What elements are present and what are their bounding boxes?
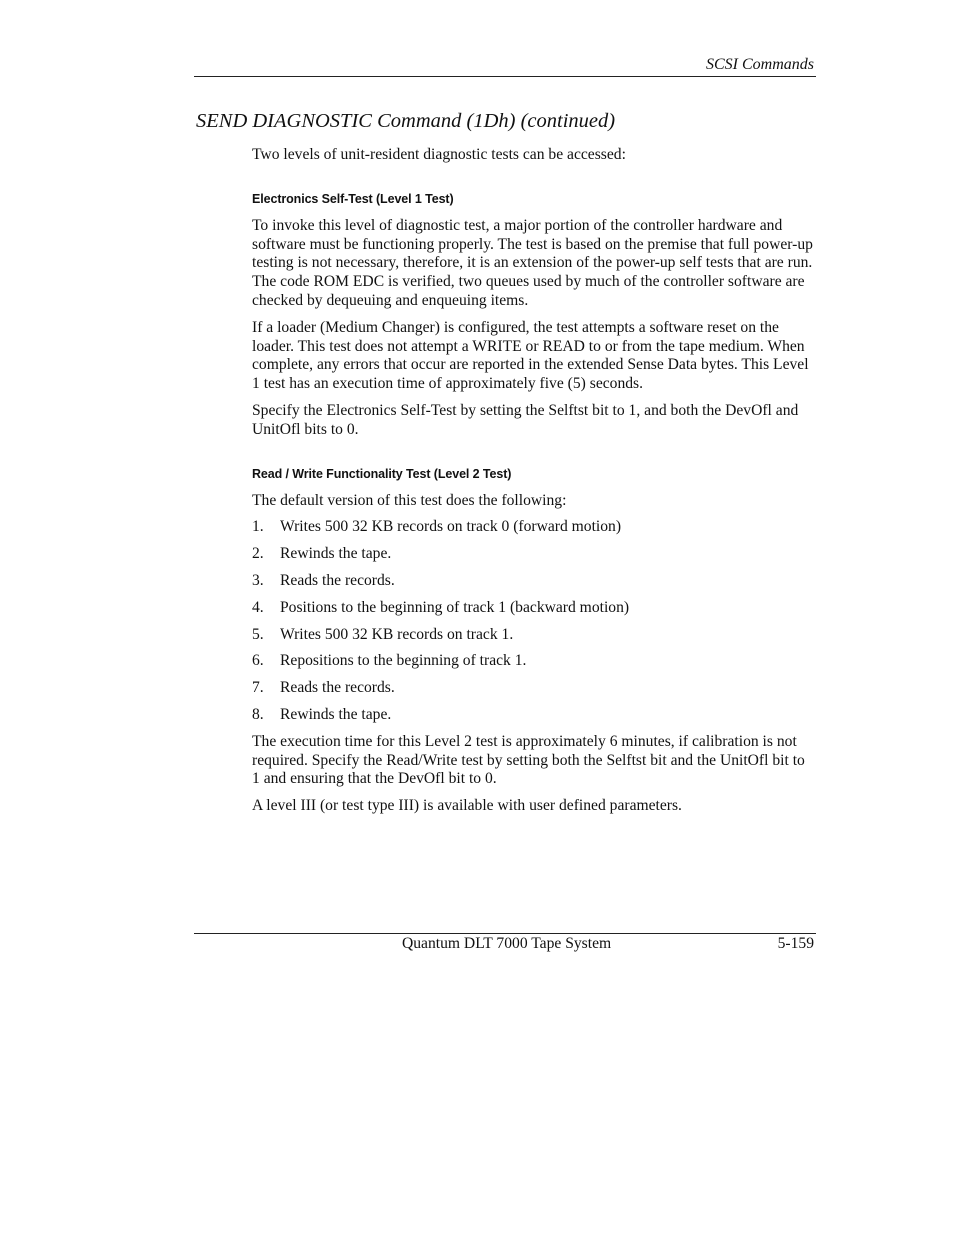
- step-number: 5.: [252, 625, 264, 643]
- level-2-section: [252, 466, 816, 816]
- level-1-paragraph: Specify the Electronics Self-Test by setting the Selftst bit to 1, and both the DevOfl and UnitOfl bits to 0.: [252, 401, 799, 438]
- steps-list: [252, 518, 816, 724]
- running-head: SCSI Commands: [705, 56, 814, 73]
- level-1-paragraph: If a loader (Medium Changer) is configured, the test attempts a software reset on the loader. This test does not attempt a WRITE or READ to or from the tape medium. When complete, any errors that occur are reported in the extended Sense Data bytes. This Level 1 test has an execution time of approximately five (5) seconds.: [252, 318, 809, 393]
- step-number: 6.: [252, 652, 264, 670]
- list-item: [252, 545, 816, 564]
- step-number: 3.: [252, 571, 264, 589]
- list-item: [252, 518, 816, 537]
- page-number: 5-159: [777, 935, 814, 952]
- level-2-heading: Read / Write Functionality Test (Level 2 Test): [252, 466, 512, 481]
- list-item: [252, 652, 816, 671]
- step-text: Reads the records.: [280, 679, 395, 697]
- step-text: Rewinds the tape.: [280, 705, 392, 723]
- step-text: Repositions to the beginning of track 1.: [280, 652, 527, 670]
- header-rule: [194, 76, 816, 77]
- footer-title: Quantum DLT 7000 Tape System: [402, 935, 612, 952]
- level-1-section: [252, 191, 816, 440]
- list-item: [252, 706, 816, 725]
- step-number: 8.: [252, 705, 264, 723]
- list-item: [252, 679, 816, 698]
- step-text: Positions to the beginning of track 1 (backward motion): [280, 598, 630, 616]
- level-2-lead: The default version of this test does the following:: [252, 491, 567, 509]
- step-number: 7.: [252, 679, 264, 697]
- step-text: Writes 500 32 KB records on track 1.: [280, 625, 514, 643]
- step-number: 1.: [252, 518, 264, 536]
- footer-rule: [194, 933, 816, 934]
- step-text: Rewinds the tape.: [280, 545, 392, 563]
- list-item: [252, 599, 816, 618]
- step-number: 4.: [252, 598, 264, 616]
- level-1-paragraph: To invoke this level of diagnostic test, a major portion of the controller hardware and software must be functioning properly. The test is based on the premise that full power-up testing is not necessary, therefore, it is an extension of the power-up self tests that are run. The code ROM EDC is verified, two queues used by much of the controller software are checked by dequeuing and enqueuing items.: [252, 216, 813, 309]
- level-2-paragraph: The execution time for this Level 2 test is approximately 6 minutes, if calibration is not required. Specify the Read/Write test by setting both the Selftst bit and the UnitOfl bit to 1 and ensuring that the DevOfl bit to 0.: [252, 732, 805, 788]
- step-text: Writes 500 32 KB records on track 0 (forward motion): [280, 518, 622, 536]
- level-2-paragraph: A level III (or test type III) is available with user defined parameters.: [252, 797, 682, 815]
- intro-paragraph: Two levels of unit-resident diagnostic tests can be accessed:: [252, 146, 626, 163]
- step-number: 2.: [252, 545, 264, 563]
- list-item: [252, 626, 816, 645]
- list-item: [252, 572, 816, 591]
- body-content: [252, 146, 816, 824]
- level-1-heading: Electronics Self-Test (Level 1 Test): [252, 191, 454, 206]
- page-title: SEND DIAGNOSTIC Command (1Dh) (continued): [196, 110, 616, 132]
- step-text: Reads the records.: [280, 571, 395, 589]
